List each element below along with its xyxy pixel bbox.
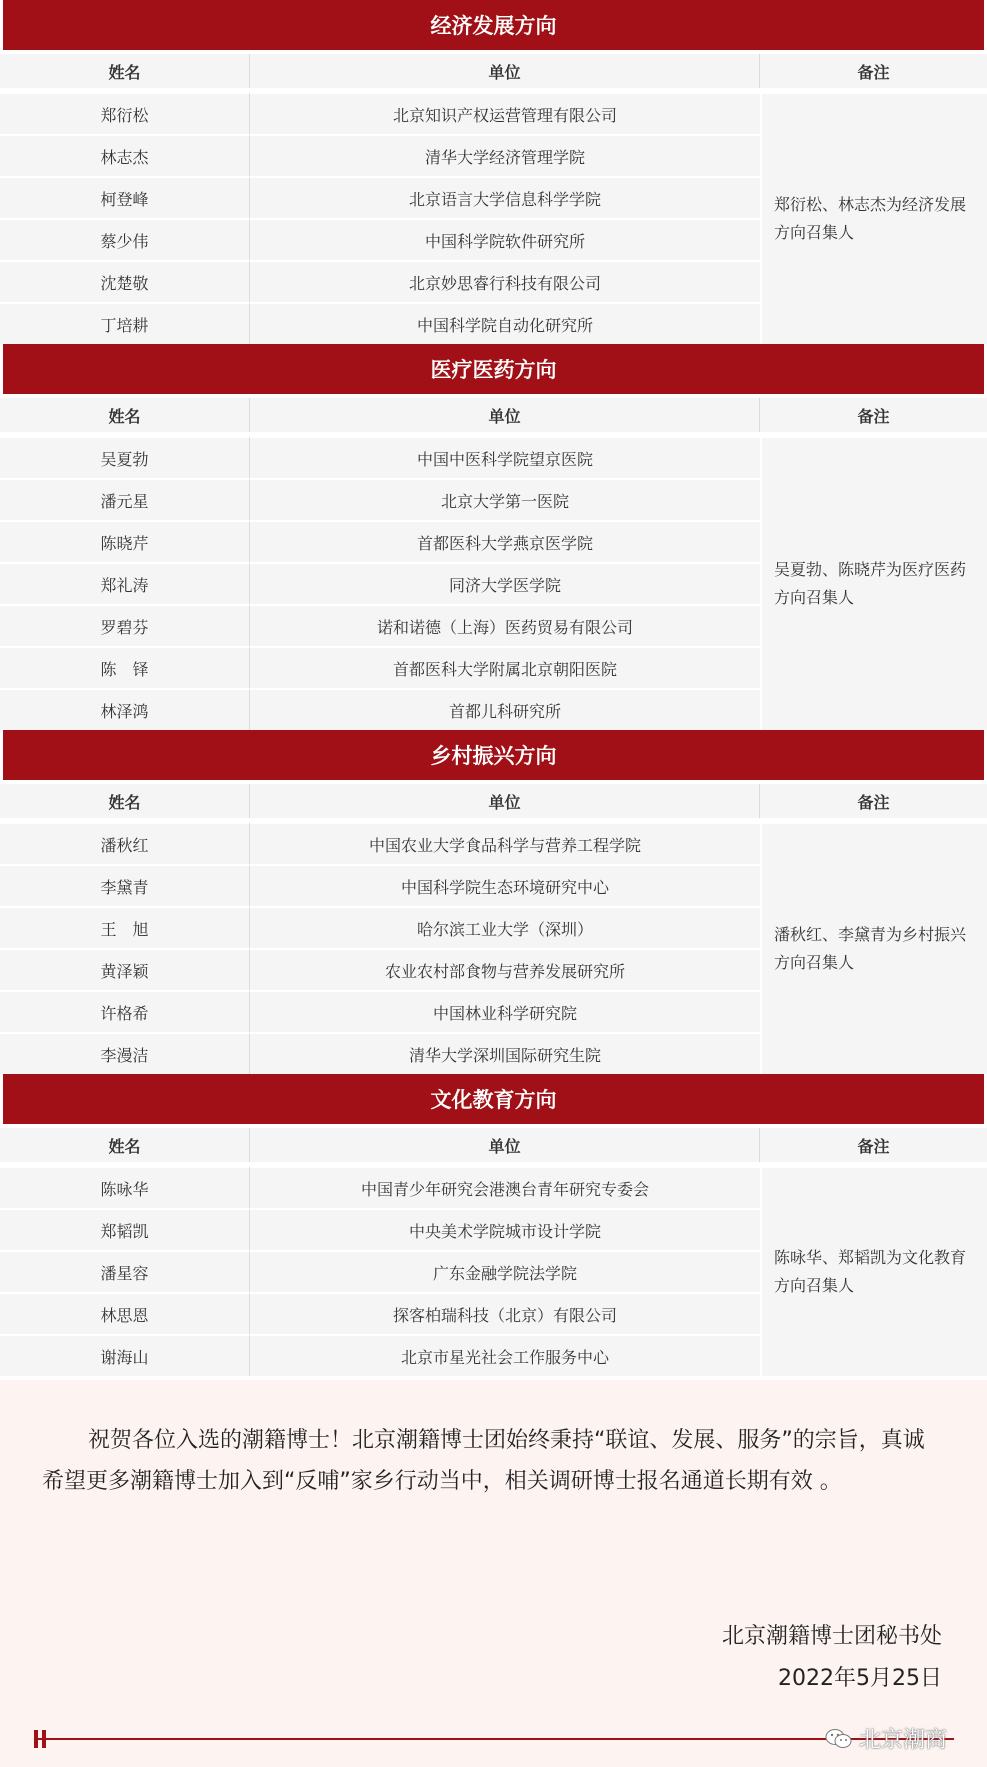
member-unit: 中国科学院软件研究所 bbox=[250, 218, 760, 260]
table-row bbox=[0, 260, 760, 302]
member-name: 林泽鸿 bbox=[0, 688, 250, 730]
notes-column bbox=[760, 1166, 987, 1376]
header-note: 备注 bbox=[760, 54, 987, 88]
table-row bbox=[0, 864, 760, 906]
table-row bbox=[0, 218, 760, 260]
member-unit: 北京语言大学信息科学学院 bbox=[250, 176, 760, 218]
member-name: 陈晓芹 bbox=[0, 520, 250, 562]
footer-divider-bar bbox=[34, 1730, 38, 1748]
member-name: 沈楚敬 bbox=[0, 260, 250, 302]
table-row bbox=[0, 436, 760, 478]
convener-note: 郑衍松、林志杰为经济发展方向召集人 bbox=[762, 94, 987, 344]
member-unit: 中国中医科学院望京医院 bbox=[250, 436, 760, 478]
table-row bbox=[0, 134, 760, 176]
convener-note: 陈咏华、郑韬凯为文化教育方向召集人 bbox=[762, 1168, 987, 1376]
header-name: 姓名 bbox=[0, 1128, 250, 1162]
footer-divider-line bbox=[34, 1738, 954, 1740]
table-row bbox=[0, 990, 760, 1032]
member-name: 郑礼涛 bbox=[0, 562, 250, 604]
table-row bbox=[0, 1334, 760, 1376]
notes-column bbox=[760, 92, 987, 344]
table-header bbox=[0, 394, 987, 436]
table-row bbox=[0, 646, 760, 688]
table-row bbox=[0, 1292, 760, 1334]
table-row bbox=[0, 1032, 760, 1074]
member-unit: 首都医科大学附属北京朝阳医院 bbox=[250, 646, 760, 688]
header-note: 备注 bbox=[760, 1128, 987, 1162]
wechat-icon bbox=[825, 1728, 853, 1750]
member-name: 潘星容 bbox=[0, 1250, 250, 1292]
member-unit: 首都医科大学燕京医学院 bbox=[250, 520, 760, 562]
member-unit: 中国青少年研究会港澳台青年研究专委会 bbox=[250, 1166, 760, 1208]
member-unit: 首都儿科研究所 bbox=[250, 688, 760, 730]
header-name: 姓名 bbox=[0, 784, 250, 818]
table-rows bbox=[0, 436, 760, 730]
section-1 bbox=[0, 344, 987, 730]
table-header bbox=[0, 780, 987, 822]
table-rows bbox=[0, 1166, 760, 1376]
member-name: 郑韬凯 bbox=[0, 1208, 250, 1250]
member-name: 许格希 bbox=[0, 990, 250, 1032]
member-unit: 探客柏瑞科技（北京）有限公司 bbox=[250, 1292, 760, 1334]
member-name: 蔡少伟 bbox=[0, 218, 250, 260]
member-unit: 清华大学经济管理学院 bbox=[250, 134, 760, 176]
member-name: 谢海山 bbox=[0, 1334, 250, 1376]
member-name: 郑衍松 bbox=[0, 92, 250, 134]
section-2 bbox=[0, 730, 987, 1074]
footer-divider-bar bbox=[42, 1730, 46, 1748]
table-rows bbox=[0, 92, 760, 344]
table-header bbox=[0, 50, 987, 92]
member-name: 潘元星 bbox=[0, 478, 250, 520]
table-body bbox=[0, 1166, 987, 1376]
closing-paragraph: 祝贺各位入选的潮籍博士！北京潮籍博士团始终秉持“联谊、发展、服务”的宗旨，真诚希望更多潮籍博士加入到“反哺”家乡行动当中，相关调研博士报名通道长期有效 。 bbox=[42, 1428, 925, 1494]
notes-column bbox=[760, 822, 987, 1074]
member-unit: 广东金融学院法学院 bbox=[250, 1250, 760, 1292]
header-note: 备注 bbox=[760, 398, 987, 432]
member-name: 潘秋红 bbox=[0, 822, 250, 864]
member-name: 林志杰 bbox=[0, 134, 250, 176]
table-header bbox=[0, 1124, 987, 1166]
member-name: 李漫洁 bbox=[0, 1032, 250, 1074]
table-row bbox=[0, 478, 760, 520]
closing-section bbox=[0, 1380, 987, 1767]
table-rows bbox=[0, 822, 760, 1074]
member-name: 李黛青 bbox=[0, 864, 250, 906]
table-row bbox=[0, 1250, 760, 1292]
member-unit: 诺和诺德（上海）医药贸易有限公司 bbox=[250, 604, 760, 646]
member-unit: 同济大学医学院 bbox=[250, 562, 760, 604]
table-row bbox=[0, 302, 760, 344]
member-unit: 中国科学院生态环境研究中心 bbox=[250, 864, 760, 906]
table-row bbox=[0, 1166, 760, 1208]
table-row bbox=[0, 520, 760, 562]
table-row bbox=[0, 948, 760, 990]
member-unit: 北京知识产权运营管理有限公司 bbox=[250, 92, 760, 134]
header-unit: 单位 bbox=[250, 784, 760, 818]
member-name: 丁培耕 bbox=[0, 302, 250, 344]
header-unit: 单位 bbox=[250, 398, 760, 432]
section-title: 医疗医药方向 bbox=[3, 344, 984, 394]
section-3 bbox=[0, 1074, 987, 1376]
table-body bbox=[0, 92, 987, 344]
member-unit: 北京妙思睿行科技有限公司 bbox=[250, 260, 760, 302]
table-row bbox=[0, 604, 760, 646]
member-unit: 清华大学深圳国际研究生院 bbox=[250, 1032, 760, 1074]
member-name: 陈 铎 bbox=[0, 646, 250, 688]
member-name: 黄泽颖 bbox=[0, 948, 250, 990]
member-unit: 中国林业科学研究院 bbox=[250, 990, 760, 1032]
member-unit: 哈尔滨工业大学（深圳） bbox=[250, 906, 760, 948]
member-unit: 中央美术学院城市设计学院 bbox=[250, 1208, 760, 1250]
member-name: 林思恩 bbox=[0, 1292, 250, 1334]
brand-watermark bbox=[825, 1723, 947, 1754]
member-unit: 北京大学第一医院 bbox=[250, 478, 760, 520]
table-row bbox=[0, 176, 760, 218]
member-name: 吴夏勃 bbox=[0, 436, 250, 478]
convener-note: 吴夏勃、陈晓芹为医疗医药方向召集人 bbox=[762, 438, 987, 730]
table-row bbox=[0, 562, 760, 604]
table-row bbox=[0, 906, 760, 948]
footer-divider bbox=[34, 1730, 954, 1744]
notes-column bbox=[760, 436, 987, 730]
section-title: 经济发展方向 bbox=[3, 0, 984, 50]
table-row bbox=[0, 92, 760, 134]
header-name: 姓名 bbox=[0, 398, 250, 432]
header-note: 备注 bbox=[760, 784, 987, 818]
member-name: 罗碧芬 bbox=[0, 604, 250, 646]
signature-date: 2022年5月25日 bbox=[778, 1666, 942, 1691]
member-name: 柯登峰 bbox=[0, 176, 250, 218]
table-body bbox=[0, 822, 987, 1074]
brand-label: 北京潮商 bbox=[858, 1728, 947, 1753]
section-title: 乡村振兴方向 bbox=[3, 730, 984, 780]
member-name: 王 旭 bbox=[0, 906, 250, 948]
table-body bbox=[0, 436, 987, 730]
section-title: 文化教育方向 bbox=[3, 1074, 984, 1124]
member-name: 陈咏华 bbox=[0, 1166, 250, 1208]
section-0 bbox=[0, 0, 987, 344]
table-row bbox=[0, 1208, 760, 1250]
member-unit: 农业农村部食物与营养发展研究所 bbox=[250, 948, 760, 990]
signature-organization: 北京潮籍博士团秘书处 bbox=[721, 1624, 942, 1649]
member-unit: 中国农业大学食品科学与营养工程学院 bbox=[250, 822, 760, 864]
header-unit: 单位 bbox=[250, 54, 760, 88]
table-row bbox=[0, 822, 760, 864]
header-unit: 单位 bbox=[250, 1128, 760, 1162]
convener-note: 潘秋红、李黛青为乡村振兴方向召集人 bbox=[762, 824, 987, 1074]
table-row bbox=[0, 688, 760, 730]
header-name: 姓名 bbox=[0, 54, 250, 88]
member-unit: 北京市星光社会工作服务中心 bbox=[250, 1334, 760, 1376]
member-unit: 中国科学院自动化研究所 bbox=[250, 302, 760, 344]
